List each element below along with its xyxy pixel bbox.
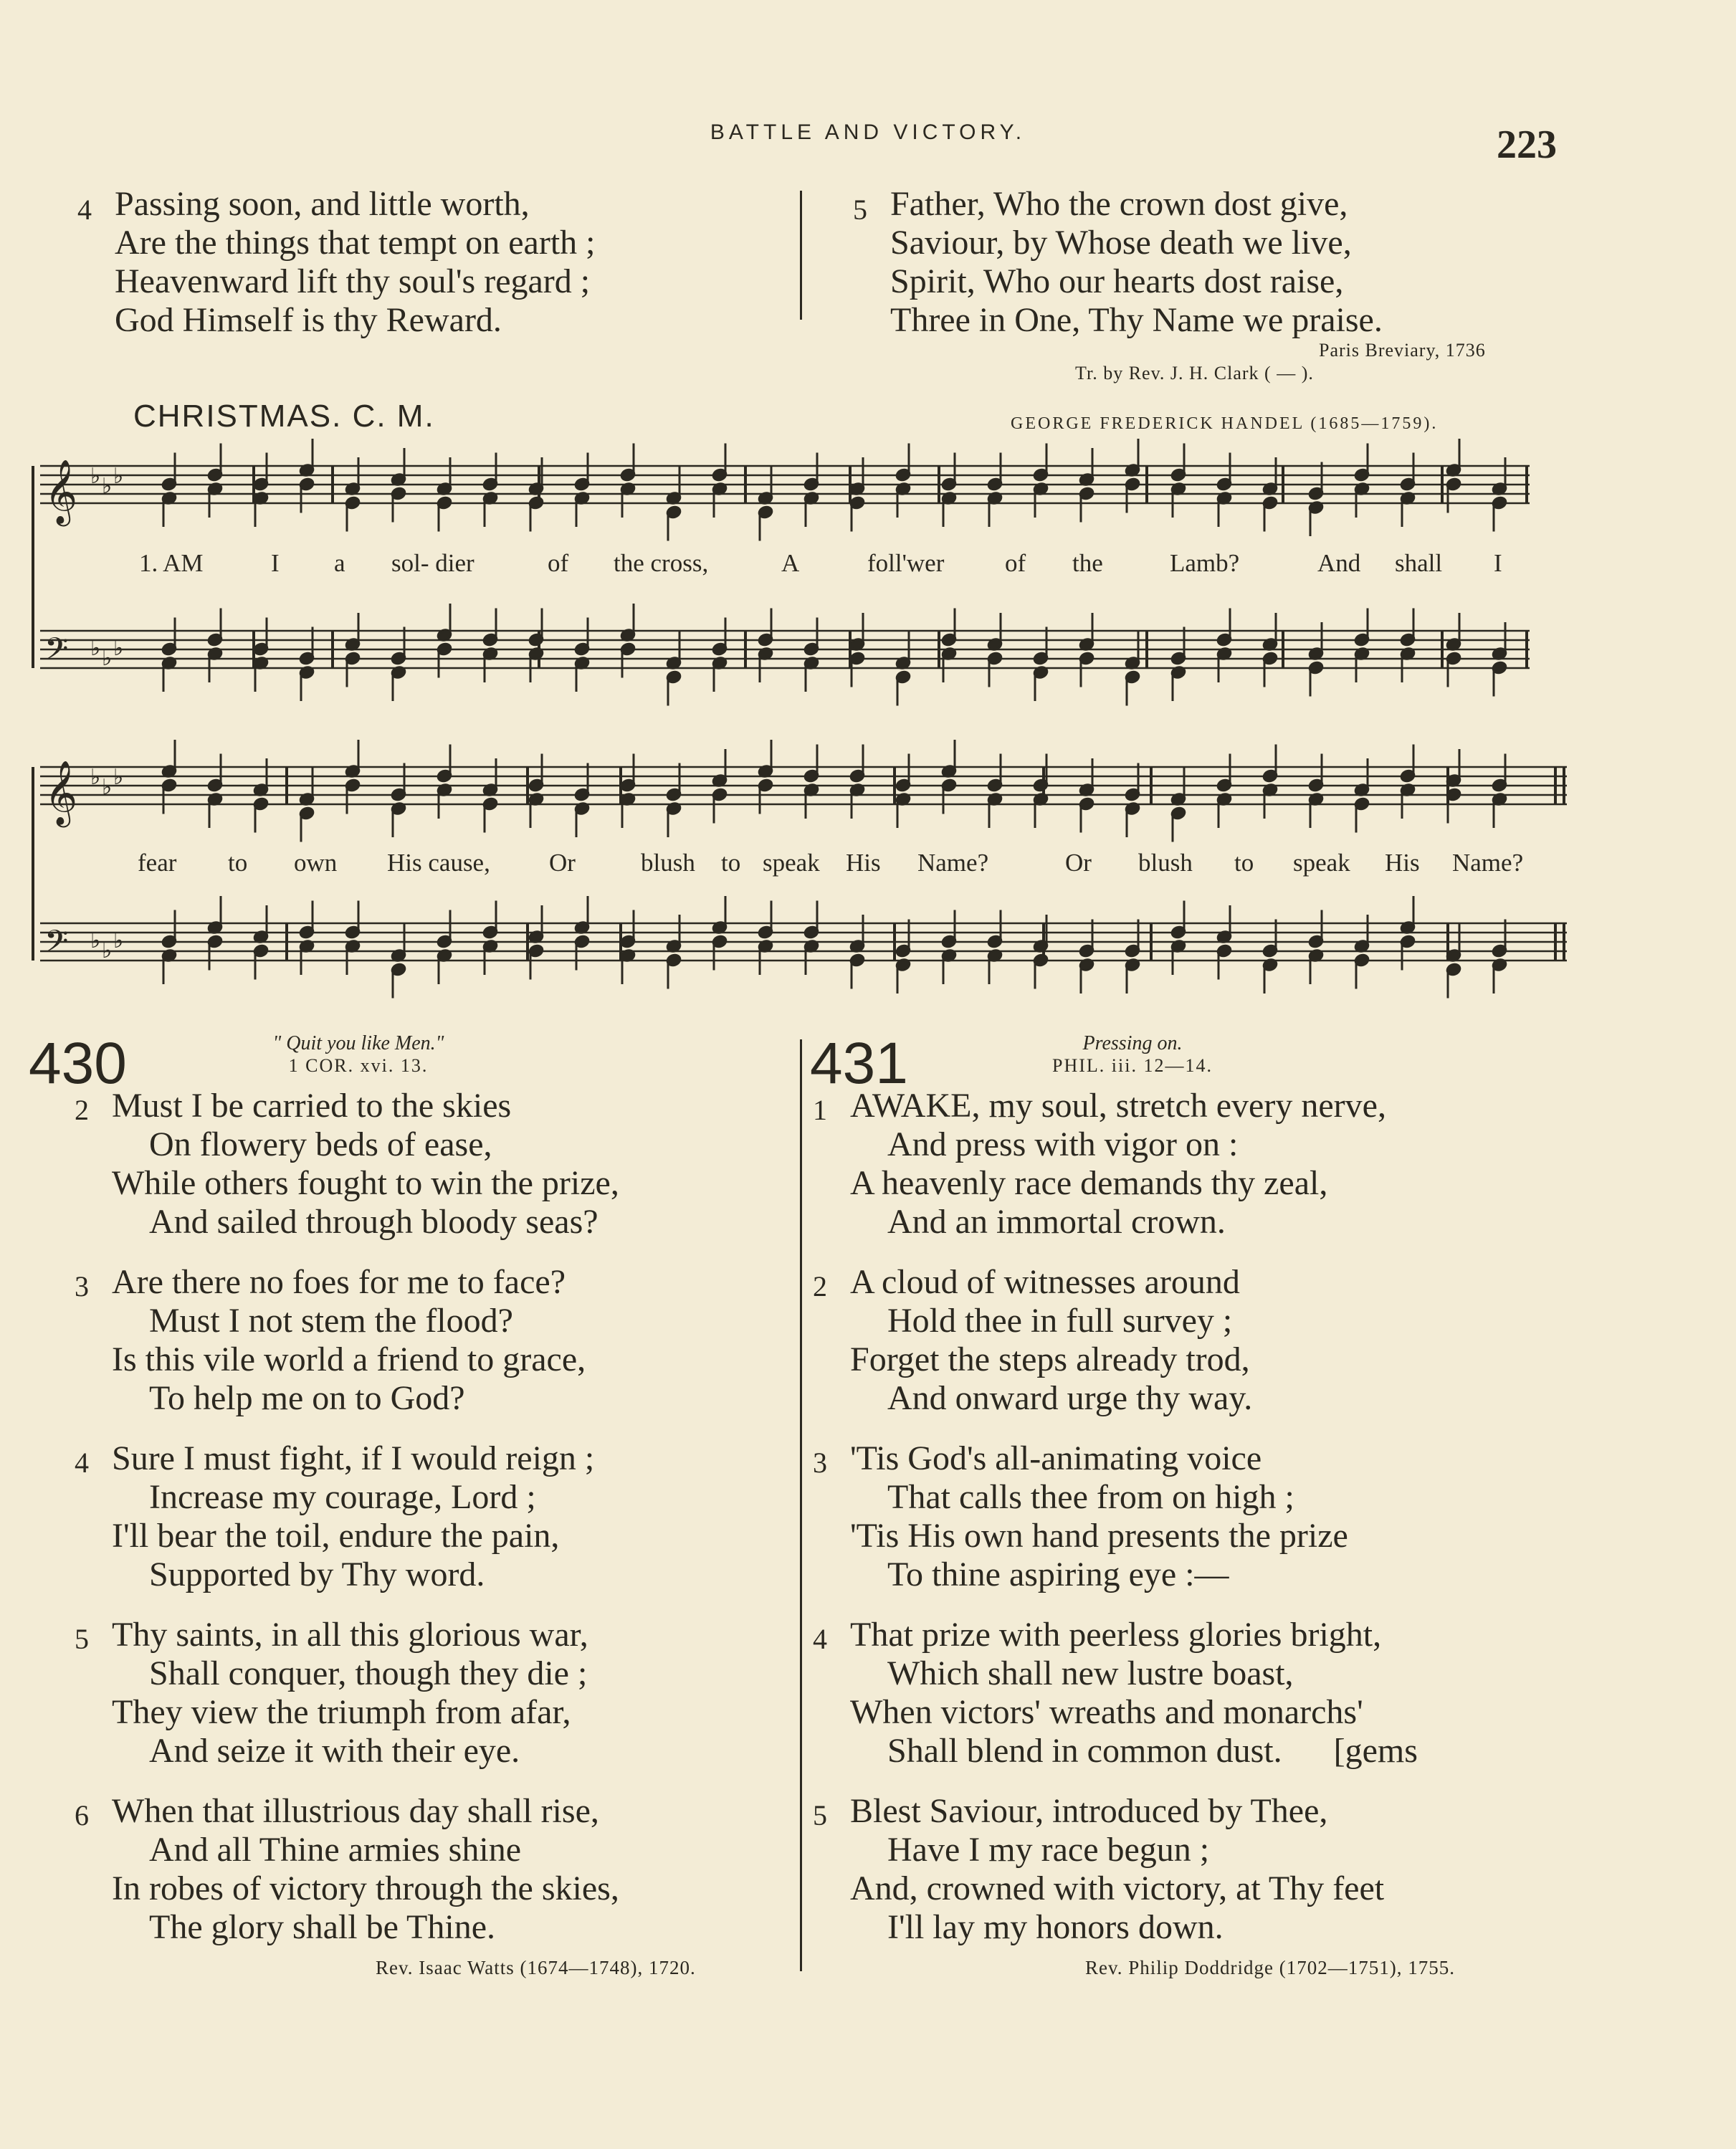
- verse-number: 1: [813, 1094, 827, 1126]
- lyric: to: [721, 849, 741, 877]
- flat-icon: ♭: [90, 765, 101, 790]
- verse-line: Shall conquer, though they die ;: [149, 1654, 588, 1692]
- hymn-430-verses: [75, 1087, 791, 1979]
- verse-line: And sailed through bloody seas?: [149, 1203, 598, 1241]
- hymn-number-430: 430: [29, 1031, 127, 1096]
- verse-line: Thy saints, in all this glorious war,: [112, 1616, 588, 1654]
- hymn-431-verses: [813, 1087, 1694, 1979]
- verse-line: That prize with peerless glories bright,: [850, 1616, 1382, 1654]
- bass-clef-icon: 𝄢: [44, 632, 69, 675]
- author-credit: Rev. Isaac Watts (1674—1748), 1720.: [376, 1957, 696, 1978]
- treble-clef-icon: 𝄞: [44, 761, 78, 825]
- lyric: blush: [1138, 849, 1193, 877]
- verse-line: Sure I must fight, if I would reign ;: [112, 1439, 595, 1477]
- verse-number: 4: [813, 1623, 827, 1655]
- verse-line: AWAKE, my soul, stretch every nerve,: [850, 1087, 1386, 1125]
- verse-line: Must I be carried to the skies: [112, 1087, 512, 1125]
- verse-number: 5: [75, 1623, 89, 1655]
- lyric: Name?: [917, 849, 989, 877]
- verse-line: And press with vigor on :: [887, 1125, 1239, 1163]
- verse-line: That calls thee from on high ;: [887, 1478, 1294, 1516]
- verse-number: 5: [813, 1799, 827, 1831]
- lyric: His: [1385, 849, 1420, 877]
- lyric: the cross,: [614, 549, 709, 577]
- verse-line: When that illustrious day shall rise,: [112, 1792, 599, 1830]
- verse-line: And seize it with their eye.: [149, 1732, 520, 1770]
- lyric: to: [228, 849, 248, 877]
- verse-line: They view the triumph from afar,: [112, 1693, 571, 1731]
- verse-line: And, crowned with victory, at Thy feet: [850, 1869, 1385, 1907]
- verse-line: 'Tis God's all-animating voice: [850, 1439, 1262, 1477]
- flat-icon: ♭: [113, 464, 124, 489]
- translator-credit: Tr. by Rev. J. H. Clark ( — ).: [1075, 363, 1314, 383]
- lyric: the: [1072, 549, 1103, 577]
- hymn-431-epigraph: [975, 1032, 1290, 1077]
- lyric: blush: [641, 849, 695, 877]
- lyric: fear: [138, 849, 177, 877]
- source-credit: Paris Breviary, 1736: [1319, 340, 1486, 361]
- verse-number: 4: [75, 1447, 89, 1479]
- verse-line: A cloud of witnesses around: [850, 1263, 1240, 1301]
- lyric: a: [334, 549, 345, 577]
- verse-number: 3: [813, 1447, 827, 1479]
- verse-line: While others fought to win the prize,: [112, 1164, 619, 1202]
- verse-line: Which shall new lustre boast,: [887, 1654, 1294, 1692]
- verse: [813, 1087, 1694, 1242]
- verse-line: God Himself is thy Reward.: [115, 301, 502, 339]
- lyric: of: [1005, 549, 1026, 577]
- lyric: His cause,: [387, 849, 490, 877]
- verse-number: 5: [853, 194, 867, 226]
- verse-line: I'll bear the toil, endure the pain,: [112, 1517, 560, 1555]
- verse-line: Have I my race begun ;: [887, 1831, 1210, 1869]
- verse-number: 3: [75, 1270, 89, 1302]
- flat-icon: ♭: [102, 646, 113, 671]
- verse: [813, 1792, 1694, 1947]
- lyric: I: [271, 549, 280, 577]
- lyric: speak: [763, 849, 820, 877]
- verse-line: And all Thine armies shine: [149, 1831, 521, 1869]
- lyric: of: [548, 549, 569, 577]
- flat-icon: ♭: [113, 765, 124, 790]
- page-number: 223: [1497, 123, 1557, 167]
- verse-number: 6: [75, 1799, 89, 1831]
- tune-name: CHRISTMAS. C. M.: [133, 399, 435, 434]
- lyric: Or: [549, 849, 576, 877]
- epigraph-reference: PHIL. iii. 12—14.: [1052, 1055, 1213, 1076]
- verse-line: A heavenly race demands thy zeal,: [850, 1164, 1328, 1202]
- verse-line: To help me on to God?: [149, 1379, 465, 1417]
- verse-line: Saviour, by Whose death we live,: [890, 224, 1352, 262]
- verse-line: And an immortal crown.: [887, 1203, 1226, 1241]
- flat-icon: ♭: [102, 775, 113, 800]
- epigraph-title: Pressing on.: [1082, 1032, 1183, 1054]
- hymn-number-431: 431: [810, 1031, 908, 1096]
- lyric: Name?: [1452, 849, 1524, 877]
- verse: [75, 1087, 791, 1242]
- flat-icon: ♭: [102, 938, 113, 963]
- flat-icon: ♭: [113, 928, 124, 953]
- verse: [813, 1439, 1694, 1594]
- verse-line: I'll lay my honors down.: [887, 1908, 1224, 1946]
- verse-line: Blest Saviour, introduced by Thee,: [850, 1792, 1328, 1830]
- verse-line: Must I not stem the flood?: [149, 1302, 513, 1340]
- flat-icon: ♭: [113, 636, 124, 661]
- flat-icon: ♭: [102, 474, 113, 499]
- lyric: foll'wer: [867, 549, 945, 577]
- flat-icon: ♭: [90, 636, 101, 661]
- lyric: to: [1234, 849, 1254, 877]
- verse-number: 2: [75, 1094, 89, 1126]
- verse-line: Is this vile world a friend to grace,: [112, 1340, 586, 1378]
- verse: [75, 1792, 791, 1947]
- lyric: And: [1317, 549, 1361, 577]
- verse-line: And onward urge thy way.: [887, 1379, 1253, 1417]
- verse: [75, 1616, 791, 1771]
- bass-clef-icon: 𝄢: [44, 924, 69, 967]
- verse-line: The glory shall be Thine.: [149, 1908, 495, 1946]
- lyric: shall: [1395, 549, 1443, 577]
- verse: [813, 1616, 1694, 1771]
- verse-line: Three in One, Thy Name we praise.: [890, 301, 1383, 339]
- verse-line: Are there no foes for me to face?: [112, 1263, 566, 1301]
- verse: [75, 1263, 791, 1418]
- epigraph-title: " Quit you like Men.": [272, 1032, 444, 1054]
- verse-number: 4: [77, 194, 92, 226]
- verse-line: Forget the steps already trod,: [850, 1340, 1250, 1378]
- verse-line: Passing soon, and little worth,: [115, 185, 530, 223]
- verse-line: On flowery beds of ease,: [149, 1125, 492, 1163]
- lyric: His: [846, 849, 881, 877]
- flat-icon: ♭: [90, 464, 101, 489]
- verse-line: Heavenward lift thy soul's regard ;: [115, 262, 591, 300]
- lyric: sol- dier: [391, 549, 474, 577]
- verse: [75, 1439, 791, 1594]
- flat-icon: ♭: [90, 928, 101, 953]
- hymn-430-epigraph: [208, 1032, 509, 1077]
- verse-line: Are the things that tempt on earth ;: [115, 224, 596, 262]
- lyric: speak: [1293, 849, 1350, 877]
- author-credit: Rev. Philip Doddridge (1702—1751), 1755.: [1085, 1957, 1455, 1978]
- running-head: BATTLE AND VICTORY.: [710, 120, 1026, 144]
- verse-line: To thine aspiring eye :—: [887, 1555, 1229, 1593]
- verse-line: Shall blend in common dust. [gems: [887, 1732, 1418, 1770]
- lyric: Or: [1065, 849, 1092, 877]
- verse-line: When victors' wreaths and monarchs': [850, 1693, 1363, 1731]
- verse-line: Increase my courage, Lord ;: [149, 1478, 536, 1516]
- lyric: I: [1494, 549, 1502, 577]
- verse-line: Father, Who the crown dost give,: [890, 185, 1348, 223]
- verse-line: In robes of victory through the skies,: [112, 1869, 619, 1907]
- verse-line: Supported by Thy word.: [149, 1555, 485, 1593]
- lyric: A: [781, 549, 800, 577]
- treble-clef-icon: 𝄞: [44, 459, 78, 524]
- verse-line: Spirit, Who our hearts dost raise,: [890, 262, 1344, 300]
- verse: [813, 1263, 1694, 1418]
- lyric: Lamb?: [1170, 549, 1240, 577]
- epigraph-reference: 1 COR. xvi. 13.: [288, 1055, 429, 1076]
- composer-credit: GEORGE FREDERICK HANDEL (1685—1759).: [1011, 414, 1439, 433]
- verse-line: Hold thee in full survey ;: [887, 1302, 1233, 1340]
- lyric: 1. AM: [139, 549, 204, 577]
- column-divider: [800, 1039, 802, 1971]
- lyric: own: [294, 849, 338, 877]
- verse-number: 2: [813, 1270, 827, 1302]
- verse-line: 'Tis His own hand presents the prize: [850, 1517, 1348, 1555]
